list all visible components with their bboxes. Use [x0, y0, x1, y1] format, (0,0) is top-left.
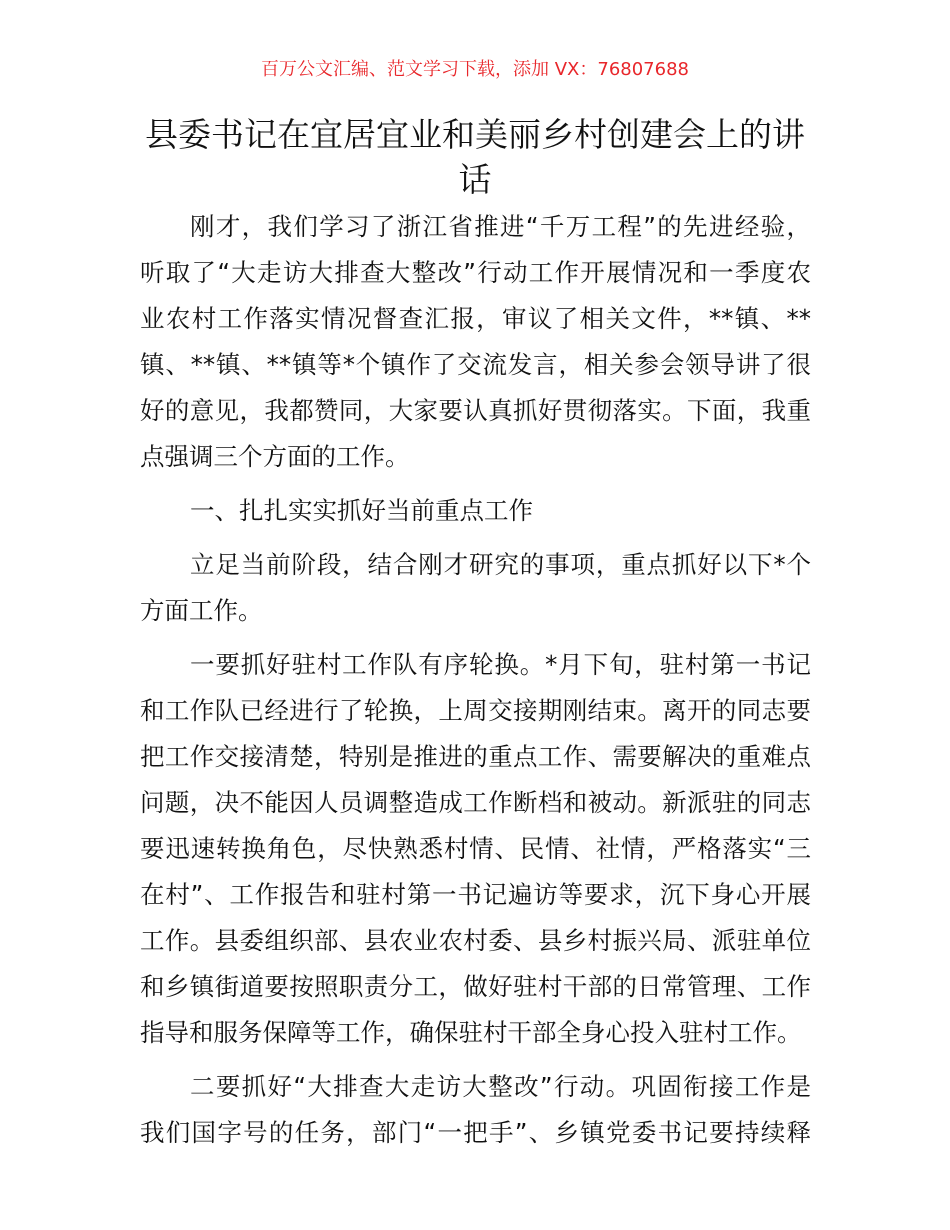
- section-heading: [140, 488, 811, 534]
- paragraph: [140, 642, 811, 1056]
- text-line: 问题，决不能因人员调整造成工作断档和被动。新派驻的同志: [140, 788, 811, 817]
- title-line: 县委书记在宜居宜业和美丽乡村创建会上的讲: [145, 115, 805, 154]
- text-line: 我们国字号的任务，部门“一把手”、乡镇党委书记要持续释: [140, 1118, 811, 1147]
- text-line: 业农村工作落实情况督查汇报，审议了相关文件，**镇、**: [140, 304, 811, 333]
- paragraph: [140, 542, 811, 634]
- text-line: 要迅速转换角色，尽快熟悉村情、民情、社情，严格落实“三: [140, 834, 811, 863]
- text-line: 在村”、工作报告和驻村第一书记遍访等要求，沉下身心开展: [140, 880, 811, 909]
- text-line: 指导和服务保障等工作，确保驻村干部全身心投入驻村工作。: [140, 1018, 802, 1047]
- text-line: 点强调三个方面的工作。: [140, 442, 410, 471]
- text-line: 立足当前阶段，结合刚才研究的事项，重点抓好以下*个: [190, 550, 811, 579]
- text-line: 镇、**镇、**镇等*个镇作了交流发言，相关参会领导讲了很: [140, 350, 811, 379]
- text-line: 二要抓好“大排查大走访大整改”行动。巩固衔接工作是: [190, 1072, 811, 1101]
- text-line: 刚才，我们学习了浙江省推进“千万工程”的先进经验，: [190, 212, 811, 241]
- text-line: 好的意见，我都赞同，大家要认真抓好贯彻落实。下面，我重: [140, 396, 811, 425]
- title-line: 话: [458, 160, 492, 199]
- text-line: 一要抓好驻村工作队有序轮换。*月下旬，驻村第一书记: [190, 650, 811, 679]
- document-body: [140, 204, 811, 1164]
- paragraph: [140, 204, 811, 480]
- text-line: 听取了“大走访大排查大整改”行动工作开展情况和一季度农: [140, 258, 811, 287]
- watermark-header: 百万公文汇编、范文学习下载，添加 VX：76807688: [261, 59, 689, 80]
- text-line: 和乡镇街道要按照职责分工，做好驻村干部的日常管理、工作: [140, 972, 811, 1001]
- document-title: [0, 112, 950, 202]
- text-line: 一、扎扎实实抓好当前重点工作: [190, 496, 533, 525]
- paragraph: [140, 1064, 811, 1156]
- text-line: 工作。县委组织部、县农业农村委、县乡村振兴局、派驻单位: [140, 926, 811, 955]
- text-line: 把工作交接清楚，特别是推进的重点工作、需要解决的重难点: [140, 742, 811, 771]
- text-line: 方面工作。: [140, 596, 263, 625]
- text-line: 和工作队已经进行了轮换，上周交接期刚结束。离开的同志要: [140, 696, 811, 725]
